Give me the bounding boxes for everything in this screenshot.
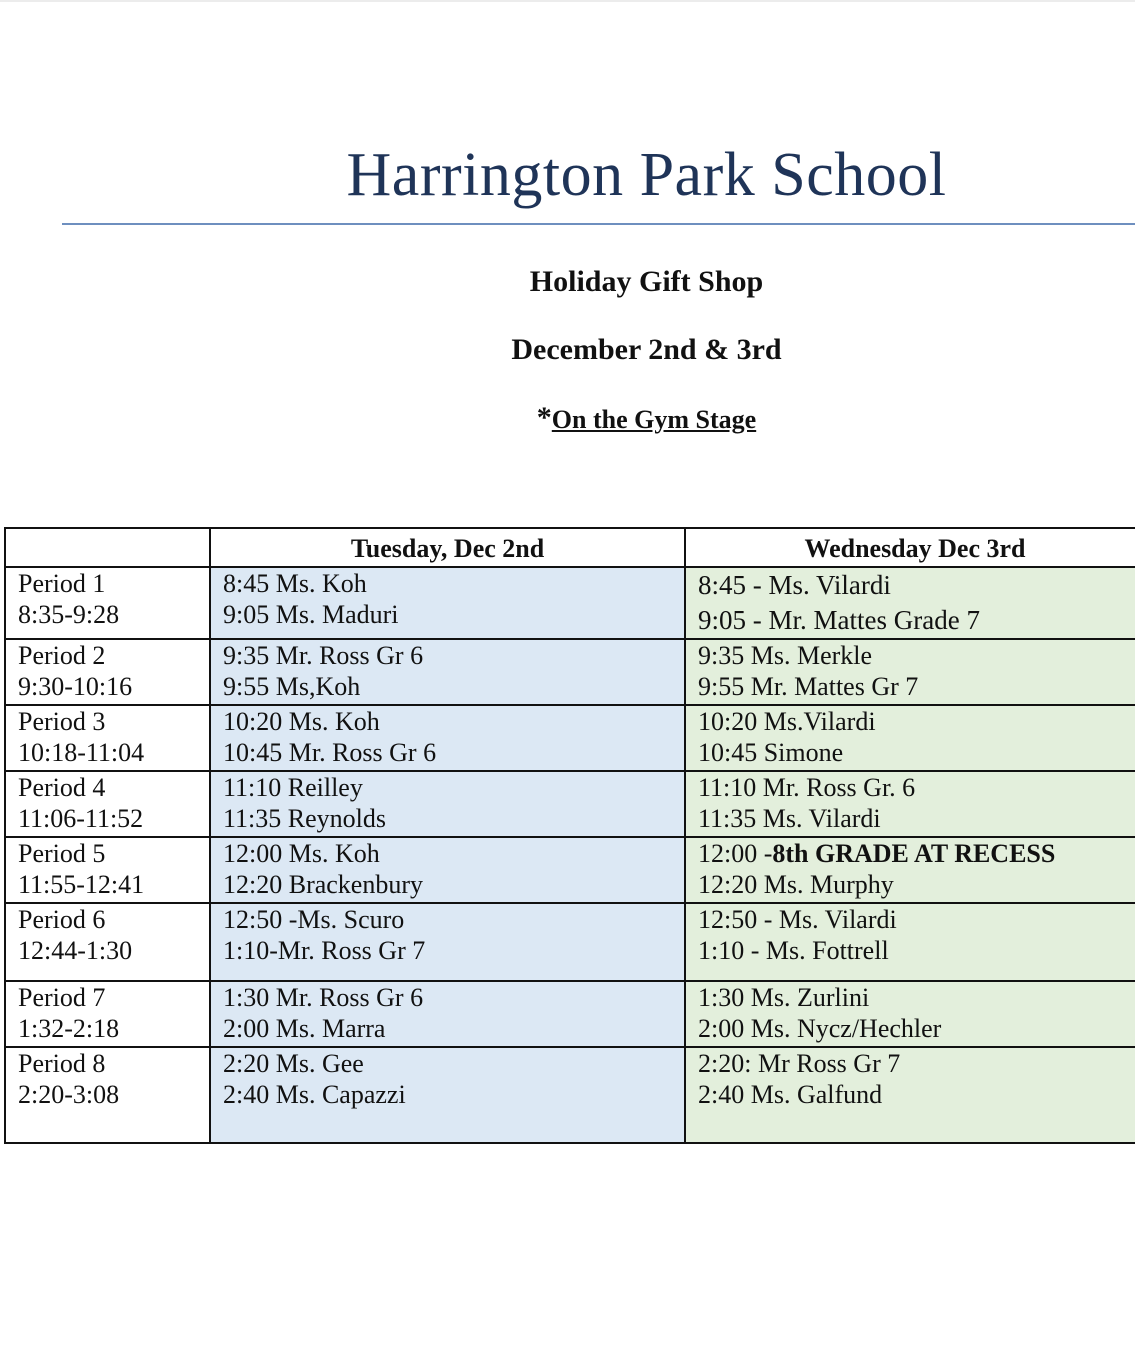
tuesday-cell [210, 567, 685, 639]
wednesday-slot: 9:05 - Mr. Mattes Grade 7 [698, 605, 980, 635]
top-edge-line [0, 0, 1135, 2]
header-blank [5, 528, 210, 567]
page-title: Harrington Park School [346, 141, 947, 209]
wednesday-cell [685, 981, 1135, 1047]
tuesday-slot: 10:20 Ms. Koh [223, 707, 380, 736]
event-dates: December 2nd & 3rd [511, 333, 782, 366]
period-label: Period 4 [18, 773, 106, 802]
title-divider [62, 223, 1135, 225]
table-row [5, 639, 1135, 705]
wednesday-cell [685, 705, 1135, 771]
wednesday-slot: 8:45 - Ms. Vilardi [698, 570, 891, 600]
period-label: Period 8 [18, 1049, 106, 1078]
table-row [5, 1047, 1135, 1143]
wednesday-slot: 12:50 - Ms. Vilardi [698, 905, 897, 934]
wednesday-slot: 12:20 Ms. Murphy [698, 870, 894, 899]
period-cell [5, 903, 210, 981]
period-cell [5, 567, 210, 639]
wednesday-cell [685, 903, 1135, 981]
table-header-row [5, 528, 1135, 567]
tuesday-cell [210, 903, 685, 981]
table-row [5, 705, 1135, 771]
tuesday-slot: 12:50 -Ms. Scuro [223, 905, 405, 934]
table-row [5, 981, 1135, 1047]
wednesday-slot: 1:30 Ms. Zurlini [698, 983, 870, 1012]
tuesday-slot: 11:10 Reilley [223, 773, 363, 802]
wednesday-slot [698, 838, 1135, 869]
period-cell [5, 771, 210, 837]
wednesday-slot: 9:55 Mr. Mattes Gr 7 [698, 672, 919, 701]
period-time: 12:44-1:30 [18, 936, 133, 965]
tuesday-slot: 2:00 Ms. Marra [223, 1014, 386, 1043]
schedule-table [4, 527, 1135, 1144]
wednesday-cell [685, 1047, 1135, 1143]
recess-note: 8th GRADE AT RECESS [772, 839, 1056, 868]
period-cell [5, 639, 210, 705]
tuesday-slot: 9:35 Mr. Ross Gr 6 [223, 641, 424, 670]
table-row [5, 567, 1135, 639]
tuesday-slot: 12:20 Brackenbury [223, 870, 424, 899]
period-label: Period 7 [18, 983, 106, 1012]
table-row [5, 771, 1135, 837]
tuesday-slot: 2:20 Ms. Gee [223, 1049, 364, 1078]
tuesday-slot: 8:45 Ms. Koh [223, 569, 367, 598]
wednesday-slot: 10:20 Ms.Vilardi [698, 707, 876, 736]
tuesday-cell [210, 1047, 685, 1143]
wednesday-cell [685, 837, 1135, 903]
tuesday-slot: 10:45 Mr. Ross Gr 6 [223, 738, 437, 767]
tuesday-slot: 1:30 Mr. Ross Gr 6 [223, 983, 424, 1012]
event-location [0, 401, 1135, 435]
tuesday-slot: 12:00 Ms. Koh [223, 839, 380, 868]
period-cell [5, 705, 210, 771]
wednesday-cell [685, 639, 1135, 705]
period-label: Period 1 [18, 569, 106, 598]
wednesday-cell [685, 567, 1135, 639]
tuesday-slot: 9:55 Ms,Koh [223, 672, 361, 701]
table-row [5, 837, 1135, 903]
period-time: 1:32-2:18 [18, 1014, 120, 1043]
period-cell [5, 1047, 210, 1143]
tuesday-slot: 1:10-Mr. Ross Gr 7 [223, 936, 426, 965]
period-time: 11:55-12:41 [18, 870, 145, 899]
period-label: Period 6 [18, 905, 106, 934]
period-time: 11:06-11:52 [18, 804, 144, 833]
period-label: Period 5 [18, 839, 106, 868]
period-time: 8:35-9:28 [18, 600, 120, 629]
period-time: 2:20-3:08 [18, 1080, 120, 1109]
wednesday-slot: 10:45 Simone [698, 738, 844, 767]
period-cell [5, 981, 210, 1047]
wednesday-slot: 2:40 Ms. Galfund [698, 1080, 883, 1109]
period-label: Period 2 [18, 641, 106, 670]
wednesday-slot: 11:35 Ms. Vilardi [698, 804, 881, 833]
tuesday-cell [210, 837, 685, 903]
tuesday-slot: 9:05 Ms. Maduri [223, 600, 399, 629]
tuesday-slot: 11:35 Reynolds [223, 804, 386, 833]
wednesday-slot: 2:20: Mr Ross Gr 7 [698, 1049, 901, 1078]
tuesday-cell [210, 771, 685, 837]
wednesday-slot: 2:00 Ms. Nycz/Hechler [698, 1014, 942, 1043]
header-tuesday: Tuesday, Dec 2nd [210, 528, 685, 567]
wednesday-cell [685, 771, 1135, 837]
period-label: Period 3 [18, 707, 106, 736]
period-cell [5, 837, 210, 903]
wednesday-slot: 1:10 - Ms. Fottrell [698, 936, 889, 965]
location-asterisk: * [536, 401, 552, 434]
tuesday-cell [210, 639, 685, 705]
tuesday-cell [210, 705, 685, 771]
header-wednesday: Wednesday Dec 3rd [685, 528, 1135, 567]
wednesday-slot-time: 12:00 - [698, 839, 773, 868]
wednesday-slot: 9:35 Ms. Merkle [698, 641, 873, 670]
event-title: Holiday Gift Shop [529, 265, 764, 298]
location-text: On the Gym Stage [551, 405, 757, 434]
period-time: 9:30-10:16 [18, 672, 133, 701]
period-time: 10:18-11:04 [18, 738, 145, 767]
table-row [5, 903, 1135, 981]
wednesday-slot: 11:10 Mr. Ross Gr. 6 [698, 773, 916, 802]
tuesday-cell [210, 981, 685, 1047]
tuesday-slot: 2:40 Ms. Capazzi [223, 1080, 406, 1109]
